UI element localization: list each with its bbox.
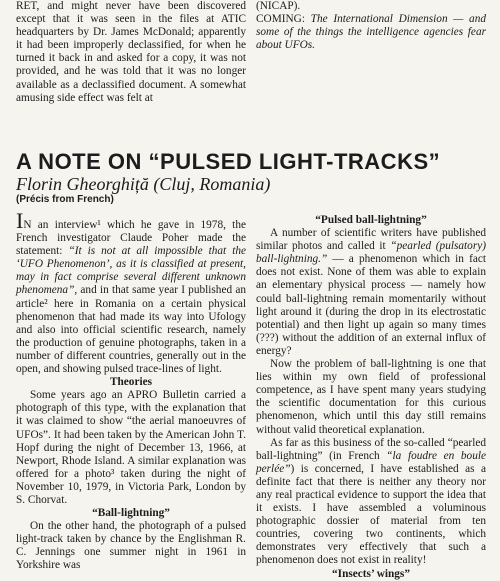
intro-text: N an interview¹ which he gave in 1978, the French investigator Claude Poher made the statement:	[16, 219, 246, 258]
intro-quote: “It is not at all impossible that the ‘UFO Phenomenon’, as it is classified at present, may in fact comprise several different unknown phenomena”	[16, 245, 246, 297]
drop-cap: I	[16, 208, 24, 233]
coming-label: COMING:	[256, 13, 305, 26]
ball-lightning-paragraph: On the other hand, the photograph of a pulsed light-track taken by chance by the Englishman R. C. Jennings one summer night in 1961 in Yorkshire was	[16, 520, 246, 572]
body-text: (NICAP).	[256, 0, 301, 12]
article-title: A NOTE ON “PULSED LIGHT-TRACKS”	[16, 149, 441, 174]
p1-text-continued: — a phenomenon which in fact does not exist. None of them was able to explain an elementary physical process — namely how could ball-lightning remain momentarily without light around it (during the drop in its electrostatic potential) and then light up again so many times (???) without the addition of an external influx of energy?	[256, 253, 486, 357]
coming-text: The International Dimension — and some of the things the intelligence agencies fear about UFOs.	[256, 13, 486, 52]
article-precis: (Précis from French)	[16, 194, 114, 205]
article-header	[16, 150, 486, 206]
pulsed-paragraph-2: Now the problem of ball-lightning is one that lies within my own field of professional competence, as I have spent many years studying the scientific documentation for this curious phenomenon, which until this day still remains without valid theoretical explanation.	[256, 358, 486, 436]
p3-quote: “la foudre en boule perlée”	[256, 449, 486, 475]
article-author: Florin Gheorghiță (Cluj, Romania)	[16, 174, 271, 194]
intro-paragraph	[16, 208, 246, 376]
intro-text-continued: , and in that same year I published an article² here in Romania on a certain physical phenomenon that had made its way into Ufology and also into official scientific research, namely the production of genuine photographs, taken in a number of different countries, generally out in the open, and showing pulsed trace-lines of light.	[16, 284, 246, 376]
theories-paragraph: Some years ago an APRO Bulletin carried a photograph of this type, with the explanation that it was claimed to show “the aerial manoeuvres of UFOs”. It had been taken by the American John T. Hopf during the night of December 13, 1966, at Newport, Rhode Island. A similar explanation was offered for a photo³ taken during the night of November 10, 1979, in Victoria Park, London by S. Chorvat.	[16, 389, 246, 506]
p3-text-continued: ) is concerned, I have established as a definite fact that there is neither any theory nor any real practical evidence to support the idea that it exists. I have assembled a voluminous photographic dossier of material from ten countries, covering two continents, which demonstrates very effectively that such a phenomenon does not exist in reality!	[256, 462, 486, 567]
p3-text: As far as this business of the so-called “pearled ball-lightning” (in French	[256, 436, 486, 462]
section-heading-pulsed: “Pulsed ball-lightning”	[315, 214, 427, 226]
p1-quote: “pearled (pulsatory) ball-lightning.”	[256, 240, 486, 266]
section-heading-theories: Theories	[109, 376, 153, 389]
coming-note	[256, 13, 486, 52]
pulsed-paragraph-1	[256, 227, 486, 358]
previous-article-column-right	[256, 0, 486, 52]
pulsed-paragraph-3	[256, 437, 486, 568]
article-column-left	[16, 208, 246, 573]
section-heading-insects: “Insects’ wings”	[332, 567, 410, 580]
section-heading-ball-lightning: “Ball-lightning”	[92, 507, 170, 520]
previous-article-column-left	[16, 0, 246, 105]
article-column-right	[256, 214, 486, 581]
body-text: RET, and might never have been discovered except that it was seen in the files at ATIC headquarters by Dr. James McDonald; apparently it had been improperly declassified, for when he turned it back in and asked for a copy, it was not provided, and he was told that it was no longer available as a declassified document. A somewhat amusing side effect was felt at	[16, 0, 246, 104]
p1-text: A number of scientific writers have published similar photos and called it	[256, 227, 486, 253]
